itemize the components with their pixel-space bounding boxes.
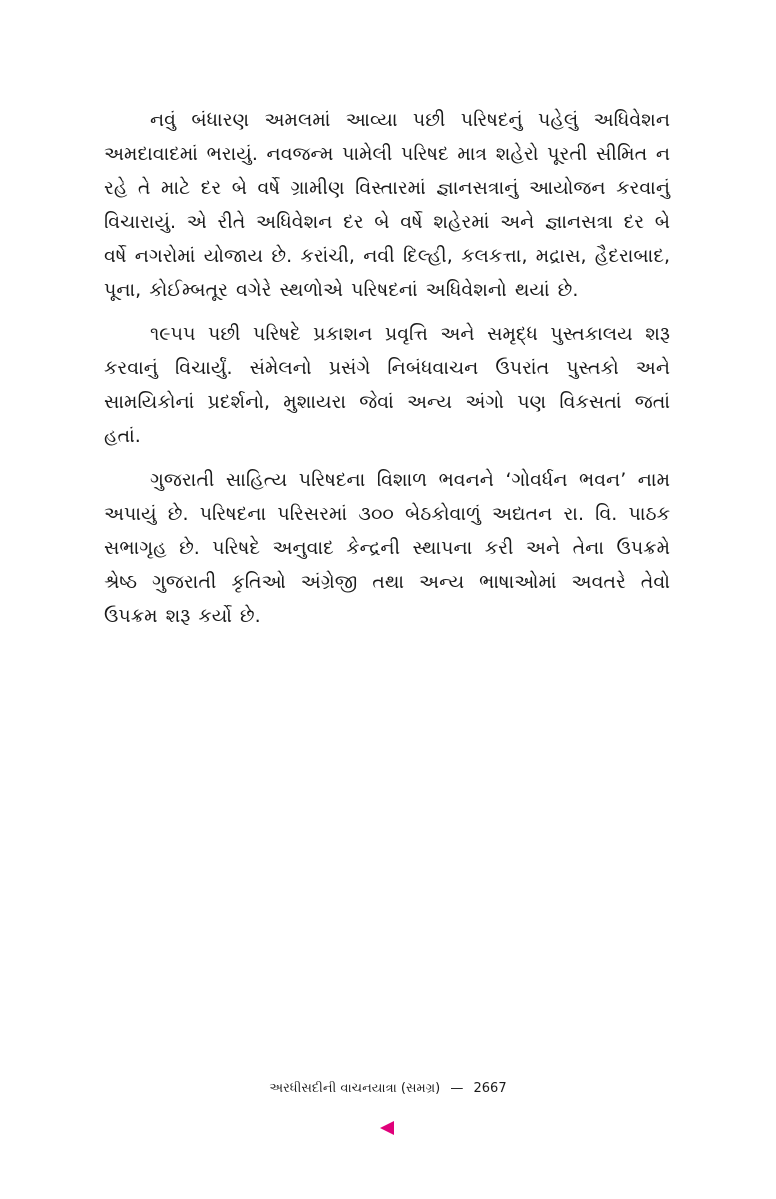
page-number: 2667	[473, 1081, 507, 1096]
paragraph-3: ગુજરાતી સાહિત્ય પરિષદના વિશાળ ભવનને ‘ગોવર્ધન ભવન’ નામ અપાયું છે. પરિષદના પરિસરમાં ૩૦૦ બેઠકોવાળું અદ્યતન રા. વિ. પાઠક સભાગૃહ છે. પરિષદે અનુવાદ કેન્દ્રની સ્થાપના કરી અને તેના ઉપક્રમે શ્રેષ્ઠ ગુજરાતી કૃતિઓ અંગ્રેજી તથા અન્ય ભાષાઓમાં અવતરે તેવો ઉપક્રમ શરૂ કર્યો છે.	[104, 469, 670, 627]
footer-book-title: અરધીસદીની વાચનયાત્રા (સમગ્ર)	[269, 1081, 441, 1096]
footer-separator: —	[450, 1081, 464, 1096]
previous-page-arrow-icon[interactable]	[380, 1121, 394, 1135]
paragraph-1: નવું બંધારણ અમલમાં આવ્યા પછી પરિષદનું પહેલું અધિવેશન અમદાવાદમાં ભરાયું. નવજન્મ પામેલી પરિષદ માત્ર શહેરો પૂરતી સીમિત ન રહે તે માટે દર બે વર્ષે ગ્રામીણ વિસ્તારમાં જ્ઞાનસત્રાનું આયોજન કરવાનું વિચારાયું. એ રીતે અધિવેશન દર બે વર્ષે શહેરમાં અને જ્ઞાનસત્રા દર બે વર્ષે નગરોમાં યોજાય છે. કરાંચી, નવી દિલ્હી, કલકત્તા, મદ્રાસ, હૈદરાબાદ, પૂના, કોઈમ્બતૂર વગેરે સ્થળોએ પરિષદનાં અધિવેશનો થયાં છે.	[104, 109, 670, 301]
paragraph-2: ૧૯૫૫ પછી પરિષદે પ્રકાશન પ્રવૃત્તિ અને સમૃદ્ધ પુસ્તકાલય શરૂ કરવાનું વિચાર્યું. સંમેલનો પ્રસંગે નિબંધવાચન ઉપરાંત પુસ્તકો અને સામયિકોનાં પ્રદર્શનો, મુશાયરા જેવાં અન્ય અંગો પણ વિકસતાં જતાં હતાં.	[104, 323, 670, 447]
page-footer	[0, 1080, 776, 1098]
body-text	[104, 103, 670, 643]
